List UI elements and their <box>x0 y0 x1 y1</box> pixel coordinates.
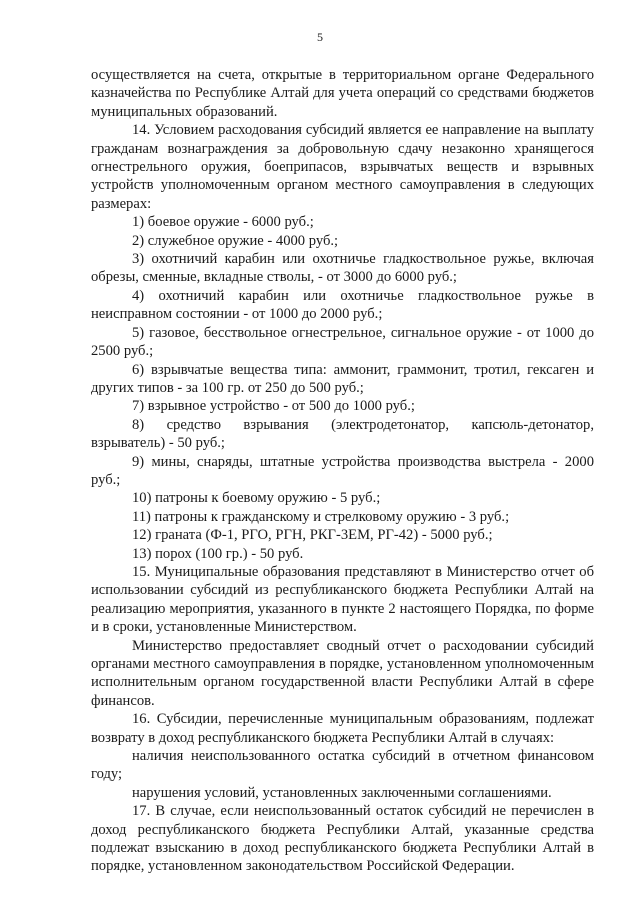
list-item-8: 8) средство взрывания (электродетонатор, капсюль-детонатор, взрыватель) - 50 руб.; <box>91 416 594 452</box>
list-item-10: 10) патроны к боевому оружию - 5 руб.; <box>132 490 381 507</box>
list-item-7: 7) взрывное устройство - от 500 до 1000 руб.; <box>132 398 415 415</box>
list-item-4: 4) охотничий карабин или охотничье гладкоствольное ружье в неисправном состоянии - от 1000 до 2000 руб.; <box>91 287 594 323</box>
list-item-9: 9) мины, снаряды, штатные устройства производства выстрела - 2000 руб.; <box>91 453 594 488</box>
list-item-3: 3) охотничий карабин или охотничье гладкоствольное ружье, включая обрезы, сменные, вкладные стволы, - от 3000 до 6000 руб.; <box>91 251 594 286</box>
paragraph-16: 16. Субсидии, перечисленные муниципальным образованиям, подлежат возврату в доход республиканского бюджета Республики Алтай в случаях: <box>91 711 594 746</box>
list-item-2: 2) служебное оружие - 4000 руб.; <box>132 232 339 249</box>
paragraph-13-continuation: осуществляется на счета, открытые в территориальном органе Федерального казначейства по Республике Алтай для учета операций со средствами бюджетов муниципальных образований. <box>91 67 594 120</box>
document-body <box>91 66 594 876</box>
list-item-5: 5) газовое, бесствольное огнестрельное, сигнальное оружие - от 1000 до 2500 руб.; <box>91 324 594 360</box>
paragraph-15: 15. Муниципальные образования представляют в Министерство отчет об использовании субсидий из республиканского бюджета Республики Алтай на реализацию мероприятия, указанного в пункте 2 настоящего Порядка, по форме и в сроки, установленные Министерством. <box>91 563 594 636</box>
paragraph-14: 14. Условием расходования субсидий является ее направление на выплату гражданам вознаграждения за добровольную сдачу незаконно хранящегося огнестрельного оружия, боеприпасов, взрывчатых веществ и взрывных устройств уполномоченным органом местного самоуправления в следующих размерах: <box>91 122 594 212</box>
return-case-violation: нарушения условий, установленных заключенными соглашениями. <box>132 784 552 801</box>
list-item-12: 12) граната (Ф-1, РГО, РГН, РКГ-3ЕМ, РГ-42) - 5000 руб.; <box>132 527 493 544</box>
page-number: 5 <box>317 30 323 44</box>
paragraph-ministry-report: Министерство предоставляет сводный отчет о расходовании субсидий органами местного самоуправления в порядке, установленном уполномоченным исполнительным органом государственной власти Республики Алтай в сфере финансов. <box>91 637 594 709</box>
list-item-1: 1) боевое оружие - 6000 руб.; <box>132 214 314 231</box>
list-item-13: 13) порох (100 гр.) - 50 руб. <box>132 545 304 562</box>
list-item-11: 11) патроны к гражданскому и стрелковому оружию - 3 руб.; <box>132 508 510 525</box>
list-item-6: 6) взрывчатые вещества типа: аммонит, граммонит, тротил, гексаген и других типов - за 100 гр. от 250 до 500 руб.; <box>91 361 594 396</box>
paragraph-17: 17. В случае, если неиспользованный остаток субсидий не перечислен в доход республиканского бюджета Республики Алтай, указанные средства подлежат взысканию в доход республиканского бюджета Республики Алтай в порядке, установленном законодательством Российской Федерации. <box>91 803 594 875</box>
return-case-unused-balance: наличия неиспользованного остатка субсидий в отчетном финансовом году; <box>91 748 594 783</box>
